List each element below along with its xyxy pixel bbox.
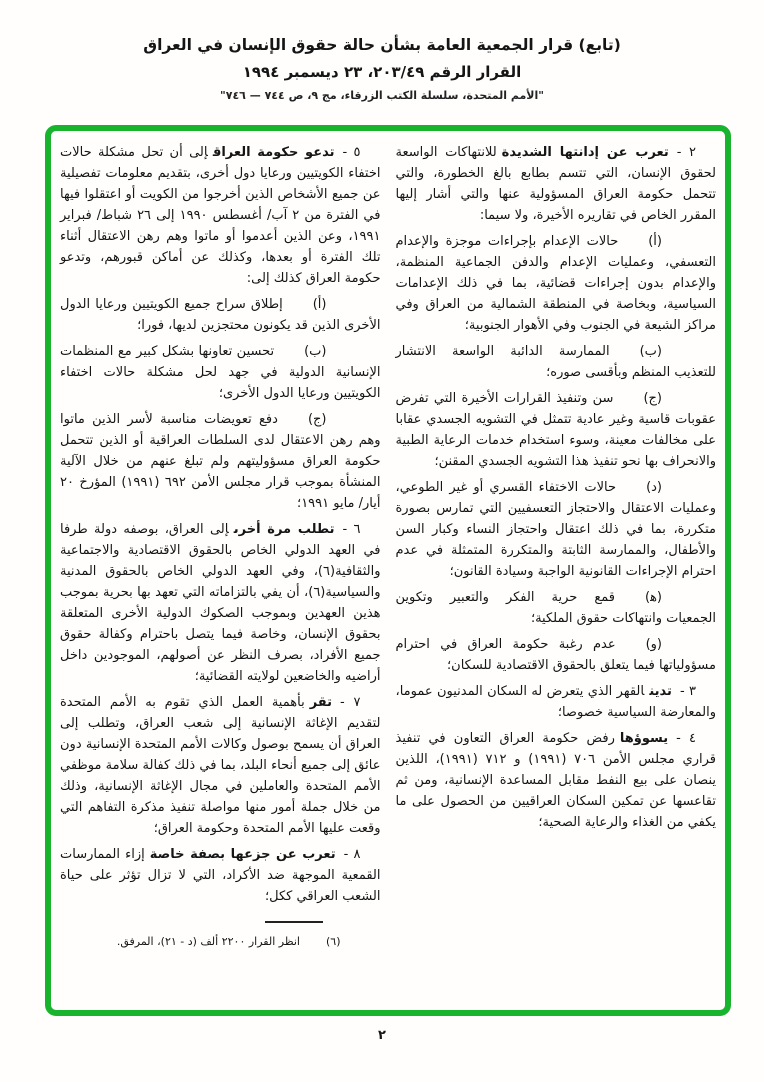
subparagraph-h (396, 587, 717, 629)
paragraph-4 (396, 728, 717, 833)
subparagraph-b (60, 341, 381, 404)
paragraph-text: إلى العراق، بوصفه دولة طرفا في العهد الدولي الخاص بالحقوق الاقتصادية والاجتماعية والثقافية(٦)، وفي العهد الدولي الخاص بالحقوق المدنية والسياسية(٦)، أن يفي بالتزاماته التي تعهد بها بحرية بموجب هذين العهدين وبموجب الصكوك الدولية الأخرى المتعلقة بحقوق الإنسان، وخاصة فيما يتصل باحترام وكفالة حقوق جميع الأفراد، بصرف النظر عن أصولهم، الموجودين داخل أراضيه والخاضعين لولايته القضائية؛ (60, 522, 381, 684)
paragraph-marker: ٢ - (676, 145, 696, 160)
subparagraph-a (396, 231, 717, 336)
paragraph-marker: ٣ - (679, 684, 696, 699)
paragraph-marker: ٨ - (343, 847, 361, 862)
paragraph-text: حالات الاختفاء القسري أو غير الطوعي، وعمليات الاعتقال والاحتجاز التعسفيين التي تمارس بصورة متكررة، بما في ذلك اعتقال واحتجاز النساء وكبار السن والأطفال، والممارسة الثابتة والمتكررة المتمثلة في عدم احترام الإجراءات القانونية الواجبة وسيادة القانون؛ (395, 480, 716, 579)
paragraph-text: إزاء الممارسات القمعية الموجهة ضد الأكراد، التي لا تزال تؤثر على حياة الشعب العراقي ككل؛ (60, 847, 381, 904)
paragraph-text: للانتهاكات الواسعة لحقوق الإنسان، التي تتسم بطابع بالغ الخطورة، والتي تتحمل حكومة العراق المسؤولية عنها والتي أشار إليها المقرر الخاص في تقاريره الأخيرة، ولا سيما: (395, 145, 716, 223)
paragraph-2 (396, 142, 717, 226)
paragraph-marker: ٤ - (676, 731, 696, 746)
paragraph-marker: ٦ - (342, 522, 361, 537)
paragraph-text: دفع تعويضات مناسبة لأسر الذين ماتوا وهم رهن الاعتقال لدى السلطات العراقية أو الذين تتحمل حكومة العراق مسؤوليتهم ولم تبلغ عنهم من خلال الآلية المنشأة بموجب قرار مجلس الأمن ٦٩٢ (١٩٩١) المؤرخ ٢٠ أيار/ مايو ١٩٩١؛ (60, 412, 381, 511)
two-column-body (51, 131, 725, 1010)
paragraph-marker: (ﻫ) (645, 590, 662, 605)
paragraph-text: الممارسة الدائبة الواسعة الانتشار للتعذيب المنظم وبأقسى صوره؛ (395, 344, 716, 380)
paragraph-marker: (و) (645, 637, 662, 652)
paragraph-text: بأهمية العمل الذي تقوم به الأمم المتحدة لتقديم الإغاثة الإنسانية إلى شعب العراق، وتطلب إلى العراق أن يسمح بوصول وكالات الأمم المتحدة الإنسانية دون عائق إلى جميع أنحاء البلد، بما في ذلك كفالة سلامة موظفي الأمم المتحدة والعاملين في مجال الإغاثة الإنسانية، وذلك من خلال جملة أمور منها مواصلة تنفيذ مذكرة التفاهم التي وقعت عليها الأمم المتحدة وحكومة العراق؛ (60, 695, 381, 836)
paragraph-lead: تعرب عن جزعها بصفة خاصة (149, 847, 336, 862)
footnote-divider (265, 921, 323, 923)
paragraph-marker: (أ) (312, 297, 327, 312)
paragraph-lead: تطلب مرة أخرى (233, 522, 335, 537)
footnote-block (60, 921, 381, 950)
paragraph-text: رفض حكومة العراق التعاون في تنفيذ قراري مجلس الأمن ٧٠٦ (١٩٩١) و ٧١٢ (١٩٩١)، اللذين ينصان على بيع النفط مقابل المساعدة الإنسانية، ومن ثم تقاعسها عن تمكين السكان العراقيين من الحصول على ما يكفي من الغذاء والرعاية الصحية؛ (395, 731, 716, 830)
document-title: (تابع) قرار الجمعية العامة بشأن حالة حقوق الإنسان في العراق (143, 36, 621, 54)
paragraph-6 (60, 519, 381, 687)
paragraph-text: قمع حرية الفكر والتعبير وتكوين الجمعيات وانتهاكات حقوق الملكية؛ (395, 590, 716, 626)
paragraph-marker: (ب) (639, 344, 662, 359)
resolution-number-line: القرار الرقم ٢٠٣/٤٩، ٢٣ ديسمبر ١٩٩٤ (242, 63, 522, 81)
subparagraph-c (396, 388, 717, 472)
subparagraph-w (396, 634, 717, 676)
paragraph-marker: (ج) (643, 391, 662, 406)
column-left (60, 142, 381, 1002)
paragraph-lead: تعرب عن إدانتها الشديدة (501, 145, 669, 160)
subparagraph-c (60, 409, 381, 514)
paragraph-text: سن وتنفيذ القرارات الأخيرة التي تفرض عقوبات قاسية وغير عادية تتمثل في التشويه الجسدي عقابا على مخالفات معينة، وسوء استخدام خدمات الرعاية الطبية والانحراف بها نحو تنفيذ هذا التشويه الجسدي المقنن؛ (395, 391, 716, 469)
paragraph-7 (60, 692, 381, 839)
paragraph-5 (60, 142, 381, 289)
page-number: ٢ (378, 1028, 386, 1043)
footnote-marker: (٦) (325, 935, 341, 948)
subparagraph-a (60, 294, 381, 336)
subparagraph-d (396, 477, 717, 582)
paragraph-marker: (د) (646, 480, 662, 495)
footnote-6 (60, 934, 381, 950)
paragraph-marker: ٥ - (342, 145, 361, 160)
paragraph-lead: تدين (649, 684, 672, 699)
paragraph-text: القهر الذي يتعرض له السكان المدنيون عموما، والمعارضة السياسية خصوصا؛ (395, 684, 716, 720)
paragraph-text: إطلاق سراح جميع الكويتيين ورعايا الدول الأخرى الذين قد يكونون محتجزين لديها، فورا؛ (60, 297, 381, 333)
paragraph-lead: يسوؤها (619, 731, 669, 746)
document-header (0, 36, 764, 102)
source-citation-line: "الأمم المتحدة، سلسلة الكتب الزرقاء، مج ٩، ص ٧٤٤ — ٧٤٦" (220, 89, 544, 102)
green-highlight-frame (45, 125, 731, 1016)
paragraph-text: حالات الإعدام بإجراءات موجزة والإعدام التعسفي، وعمليات الإعدام والدفن الجماعية المنظمة، والإعدام بدون إجراءات قضائية، بما في ذلك الإعدامات السياسية، وبخاصة في المنطقة الشمالية من العراق وفي مراكز الشيعة في الجنوب وفي الأهوار الجنوبية؛ (395, 234, 716, 333)
paragraph-text: إلى أن تحل مشكلة حالات اختفاء الكويتيين ورعايا دول أخرى، بتقديم معلومات تفصيلية عن جميع الأشخاص الذين أخرجوا من الكويت أو اعتقلوا فيها في الفترة من ٢ آب/ أغسطس ١٩٩٠ إلى ٢٦ شباط/ فبراير ١٩٩١، وعن الذين أعدموا أو ماتوا وهم رهن الاعتقال أثناء تلك الفترة أو بعدها، وكذلك عن أماكن قبورهم، وتدعو حكومة العراق كذلك إلى: (60, 145, 381, 286)
column-right (396, 142, 717, 1002)
paragraph-lead: تدعو حكومة العراق (212, 145, 335, 160)
paragraph-3 (396, 681, 717, 723)
paragraph-8 (60, 844, 381, 907)
paragraph-marker: (أ) (648, 234, 662, 249)
subparagraph-b (396, 341, 717, 383)
paragraph-marker: (ب) (304, 344, 327, 359)
paragraph-text: تحسين تعاونها بشكل كبير مع المنظمات الإنسانية الدولية في جهد لحل مشكلة حالات اختفاء الكويتيين ورعايا الدول الأخرى؛ (60, 344, 381, 401)
paragraph-text: عدم رغبة حكومة العراق في احترام مسؤولياتها فيما يتعلق بالحقوق الاقتصادية للسكان؛ (395, 637, 716, 673)
paragraph-marker: (ج) (307, 412, 327, 427)
paragraph-lead: تقر (309, 695, 333, 710)
footnote-text: انظر القرار ٢٢٠٠ ألف (د - ٢١)، المرفق. (116, 935, 300, 948)
paragraph-marker: ٧ - (340, 695, 361, 710)
